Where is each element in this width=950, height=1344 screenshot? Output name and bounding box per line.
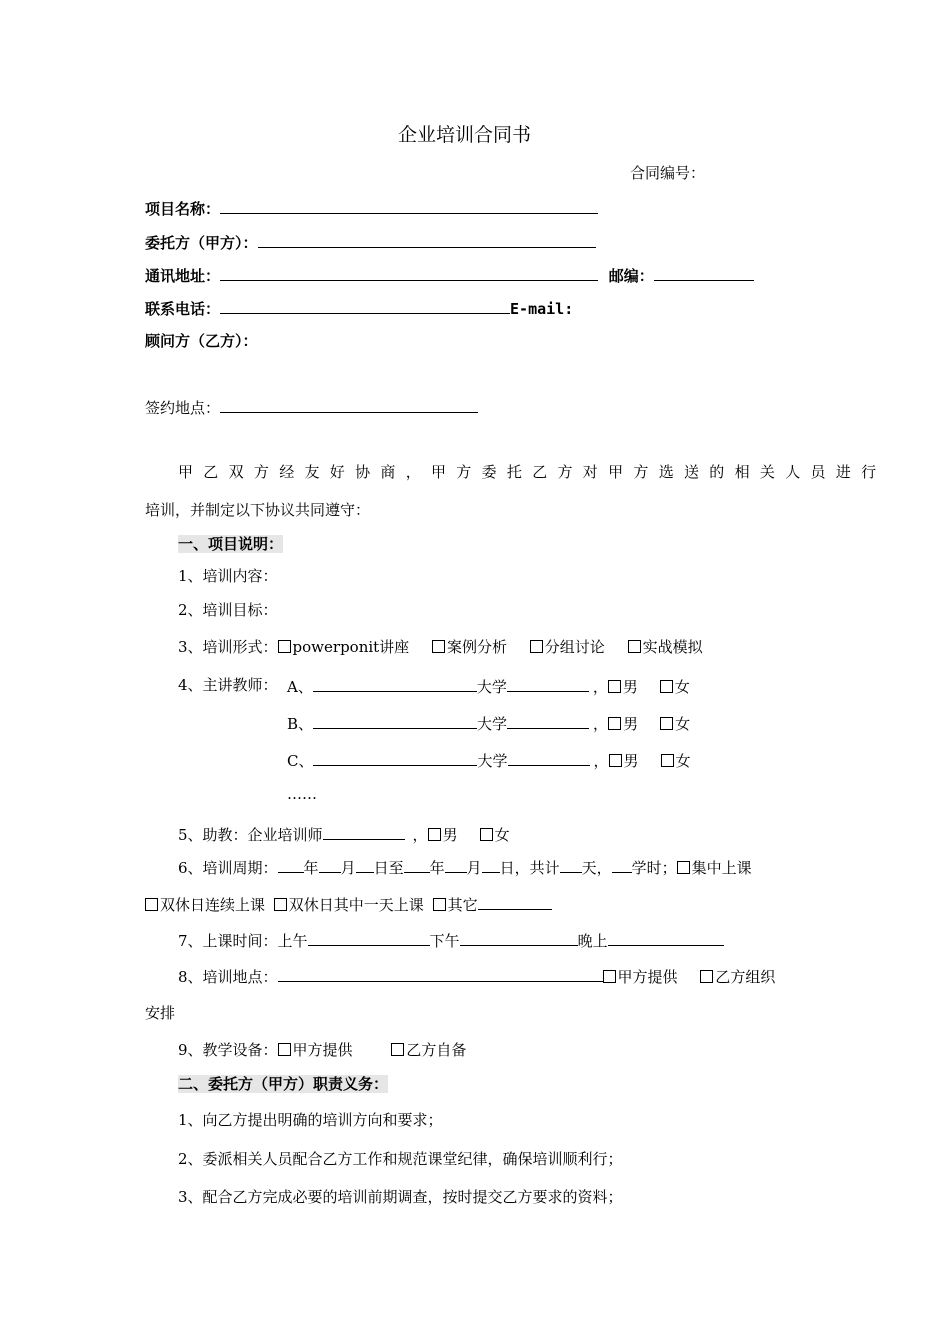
teacher-c-male-checkbox[interactable] bbox=[609, 754, 622, 767]
contract-number-label: 合同编号： bbox=[630, 164, 706, 182]
female-label: 女 bbox=[674, 678, 690, 696]
teacher-b-female-checkbox[interactable] bbox=[660, 717, 673, 730]
end-year-field[interactable] bbox=[404, 856, 430, 873]
teacher-ellipsis: …… bbox=[287, 785, 317, 803]
equipment-consultant-label: 乙方自备 bbox=[406, 1041, 467, 1059]
period-label: 6、培训周期： bbox=[178, 859, 278, 877]
year-label: 年 bbox=[429, 859, 445, 877]
client-field[interactable] bbox=[258, 231, 596, 248]
training-goal-label: 2、培训目标： bbox=[178, 601, 278, 619]
consultant-label: 顾问方（乙方）： bbox=[145, 332, 258, 350]
address-row bbox=[145, 264, 754, 286]
form-lecture-label: powerponit讲座 bbox=[292, 638, 410, 656]
email-label: E-mail: bbox=[510, 300, 574, 318]
comma: ， bbox=[593, 752, 609, 770]
total-hours-field[interactable] bbox=[612, 856, 632, 873]
day-to-label: 日至 bbox=[373, 859, 404, 877]
phone-row bbox=[145, 297, 573, 319]
equipment-consultant-checkbox[interactable] bbox=[391, 1043, 404, 1056]
assistant-row bbox=[178, 823, 510, 845]
period-row bbox=[178, 856, 752, 878]
period-other-label: 其它 bbox=[447, 896, 478, 914]
address-field[interactable] bbox=[220, 264, 598, 281]
class-time-label: 7、上课时间：上午 bbox=[178, 932, 308, 950]
section-1-heading-text: 一、项目说明： bbox=[178, 535, 284, 553]
equipment-label: 9、教学设备： bbox=[178, 1041, 278, 1059]
place-consultant-checkbox[interactable] bbox=[700, 970, 713, 983]
teacher-row-c bbox=[287, 749, 691, 771]
days-label: 天， bbox=[581, 859, 612, 877]
postcode-label: 邮编： bbox=[608, 267, 654, 285]
section-1-heading bbox=[178, 534, 283, 554]
form-case-label: 案例分析 bbox=[446, 638, 507, 656]
teacher-label: 4、主讲教师： bbox=[178, 676, 278, 694]
place-consultant-label: 乙方组织 bbox=[715, 968, 776, 986]
form-practice-checkbox[interactable] bbox=[628, 640, 641, 653]
client-label: 委托方（甲方）： bbox=[145, 234, 258, 252]
teacher-row-b bbox=[287, 712, 690, 734]
sign-place-field[interactable] bbox=[220, 396, 478, 413]
period-row-2 bbox=[145, 893, 552, 915]
period-weekend-one-checkbox[interactable] bbox=[274, 898, 287, 911]
comma: ， bbox=[593, 715, 609, 733]
equipment-client-label: 甲方提供 bbox=[292, 1041, 353, 1059]
project-name-label: 项目名称： bbox=[145, 200, 221, 218]
male-label: 男 bbox=[623, 752, 639, 770]
phone-label: 联系电话： bbox=[145, 300, 221, 318]
teacher-b-name-field[interactable] bbox=[313, 712, 477, 729]
training-place-row bbox=[178, 965, 775, 987]
training-place-tail: 安排 bbox=[145, 1004, 176, 1022]
period-concentrated-label: 集中上课 bbox=[691, 859, 752, 877]
afternoon-time-field[interactable] bbox=[460, 929, 578, 946]
teacher-a-male-checkbox[interactable] bbox=[608, 680, 621, 693]
form-practice-label: 实战模拟 bbox=[642, 638, 703, 656]
start-year-field[interactable] bbox=[278, 856, 304, 873]
month-label: 月 bbox=[340, 859, 356, 877]
equipment-client-checkbox[interactable] bbox=[278, 1043, 291, 1056]
client-duty-3: 3、配合乙方完成必要的培训前期调查，按时提交乙方要求的资料； bbox=[178, 1188, 623, 1206]
period-weekend-one-label: 双休日其中一天上课 bbox=[288, 896, 424, 914]
male-label: 男 bbox=[622, 678, 638, 696]
evening-time-field[interactable] bbox=[608, 929, 724, 946]
training-place-label: 8、培训地点： bbox=[178, 968, 278, 986]
male-label: 男 bbox=[623, 715, 639, 733]
training-form-row bbox=[178, 637, 703, 657]
period-other-field[interactable] bbox=[478, 893, 552, 910]
intro-line-1: 甲乙双方经友好协商，甲方委托乙方对甲方选送的相关人员进行 bbox=[178, 463, 887, 481]
form-case-checkbox[interactable] bbox=[432, 640, 445, 653]
assistant-label: 5、助教：企业培训师 bbox=[178, 826, 323, 844]
teacher-c-university-field[interactable] bbox=[508, 749, 590, 766]
female-label: 女 bbox=[675, 752, 691, 770]
phone-field[interactable] bbox=[220, 297, 510, 314]
assistant-name-field[interactable] bbox=[323, 823, 405, 840]
period-weekend-both-label: 双休日连续上课 bbox=[160, 896, 266, 914]
equipment-row bbox=[178, 1040, 466, 1060]
period-other-checkbox[interactable] bbox=[433, 898, 446, 911]
teacher-letter-b: B、 bbox=[287, 715, 314, 733]
section-2-heading-text: 二、委托方（甲方）职责义务： bbox=[178, 1075, 389, 1093]
postcode-field[interactable] bbox=[654, 264, 754, 281]
teacher-c-name-field[interactable] bbox=[313, 749, 477, 766]
teacher-letter-a: A、 bbox=[287, 678, 313, 696]
period-concentrated-checkbox[interactable] bbox=[677, 861, 690, 874]
university-label: 大学 bbox=[477, 715, 508, 733]
teacher-a-name-field[interactable] bbox=[313, 675, 477, 692]
intro-line-2: 培训，并制定以下协议共同遵守： bbox=[145, 501, 371, 519]
teacher-c-female-checkbox[interactable] bbox=[661, 754, 674, 767]
training-content-label: 1、培训内容： bbox=[178, 567, 278, 585]
training-form-label: 3、培训形式： bbox=[178, 638, 278, 656]
hours-label: 学时； bbox=[631, 859, 677, 877]
teacher-row-a bbox=[287, 675, 690, 697]
place-client-label: 甲方提供 bbox=[617, 968, 678, 986]
client-duty-2: 2、委派相关人员配合乙方工作和规范课堂纪律，确保培训顺利行； bbox=[178, 1150, 623, 1168]
assistant-male-checkbox[interactable] bbox=[428, 828, 441, 841]
client-row bbox=[145, 231, 596, 253]
year-label: 年 bbox=[303, 859, 319, 877]
sign-place-label: 签约地点： bbox=[145, 399, 221, 417]
training-place-field[interactable] bbox=[278, 965, 603, 982]
class-time-row bbox=[178, 929, 724, 951]
month-label: 月 bbox=[466, 859, 482, 877]
university-label: 大学 bbox=[477, 752, 508, 770]
university-label: 大学 bbox=[476, 678, 507, 696]
page-title: 企业培训合同书 bbox=[398, 124, 532, 146]
evening-label: 晚上 bbox=[577, 932, 608, 950]
start-month-field[interactable] bbox=[319, 856, 341, 873]
form-group-checkbox[interactable] bbox=[530, 640, 543, 653]
comma: ， bbox=[592, 678, 608, 696]
teacher-b-university-field[interactable] bbox=[507, 712, 589, 729]
teacher-b-male-checkbox[interactable] bbox=[608, 717, 621, 730]
teacher-letter-c: C、 bbox=[287, 752, 314, 770]
project-name-field[interactable] bbox=[220, 197, 598, 214]
female-label: 女 bbox=[675, 715, 691, 733]
form-group-label: 分组讨论 bbox=[544, 638, 605, 656]
address-label: 通讯地址： bbox=[145, 267, 221, 285]
female-label: 女 bbox=[494, 826, 510, 844]
male-label: 男 bbox=[442, 826, 458, 844]
teacher-a-university-field[interactable] bbox=[507, 675, 589, 692]
consultant-row bbox=[145, 331, 258, 351]
period-weekend-both-checkbox[interactable] bbox=[145, 898, 158, 911]
day-total-label: 日，共计 bbox=[499, 859, 560, 877]
sign-place-row bbox=[145, 396, 478, 418]
teacher-a-female-checkbox[interactable] bbox=[660, 680, 673, 693]
form-lecture-checkbox[interactable] bbox=[278, 640, 291, 653]
section-2-heading bbox=[178, 1074, 388, 1094]
total-days-field[interactable] bbox=[560, 856, 582, 873]
morning-time-field[interactable] bbox=[308, 929, 430, 946]
assistant-female-checkbox[interactable] bbox=[480, 828, 493, 841]
end-day-field[interactable] bbox=[482, 856, 500, 873]
end-month-field[interactable] bbox=[445, 856, 467, 873]
project-name-row bbox=[145, 197, 598, 219]
comma: ， bbox=[412, 826, 428, 844]
client-duty-1: 1、向乙方提出明确的培训方向和要求； bbox=[178, 1111, 443, 1129]
start-day-field[interactable] bbox=[356, 856, 374, 873]
place-client-checkbox[interactable] bbox=[603, 970, 616, 983]
afternoon-label: 下午 bbox=[429, 932, 460, 950]
